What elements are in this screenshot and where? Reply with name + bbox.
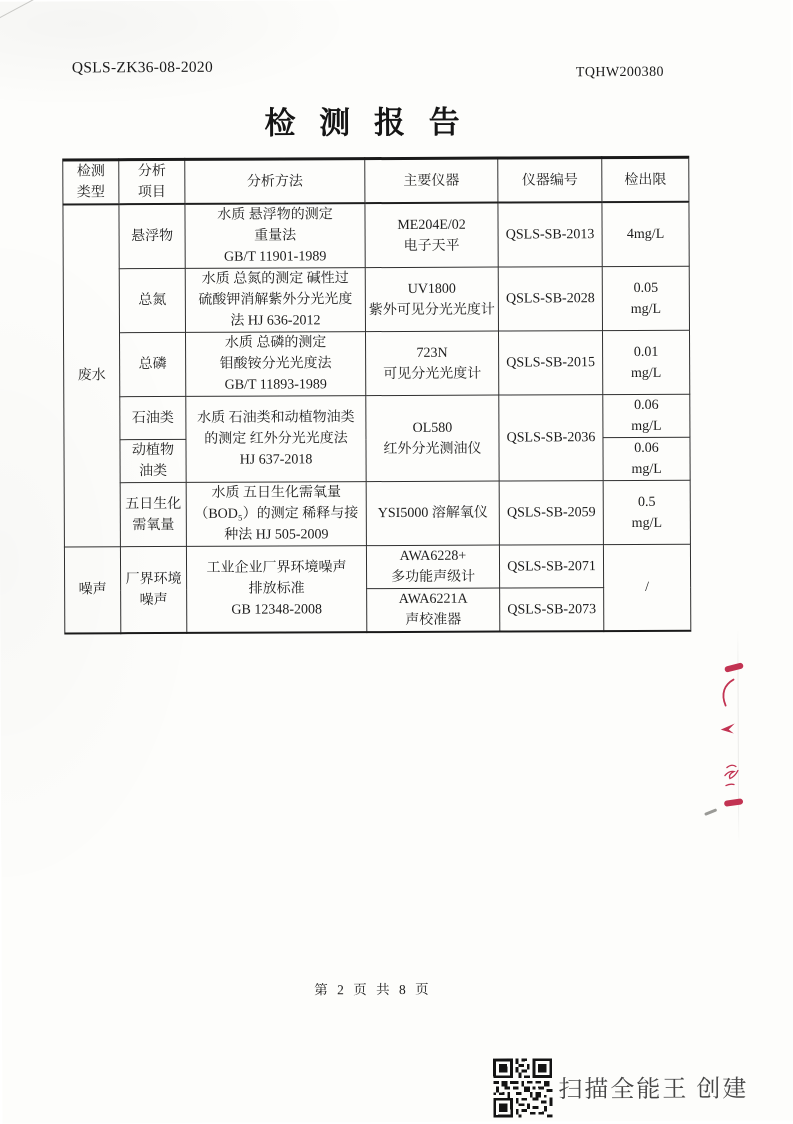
cell-item: 动植物 油类 bbox=[120, 439, 186, 482]
cell-item: 石油类 bbox=[120, 396, 186, 439]
cell-method: 水质 悬浮物的测定 重量法 GB/T 11901-1989 bbox=[185, 203, 365, 268]
table-row bbox=[63, 202, 689, 269]
scan-corner-artifact bbox=[0, 0, 41, 21]
cell-instrument: AWA6221A 声校准器 bbox=[367, 588, 500, 632]
col-header-code: 仪器编号 bbox=[498, 158, 602, 203]
cell-limit: / bbox=[603, 544, 690, 631]
cell-code: QSLS-SB-2013 bbox=[498, 202, 602, 267]
cell-method: 水质 石油类和动植物油类 的测定 红外分光光度法 HJ 637-2018 bbox=[186, 396, 366, 483]
table-row bbox=[64, 480, 690, 547]
red-stamp-mark bbox=[724, 662, 744, 672]
col-header-item: 分析 项目 bbox=[119, 159, 185, 204]
table-row bbox=[64, 544, 690, 590]
page-number: 第 2 页 共 8 页 bbox=[314, 981, 432, 998]
cell-code: QSLS-SB-2015 bbox=[498, 331, 602, 395]
cell-method: 水质 总磷的测定 钼酸铵分光光度法 GB/T 11893-1989 bbox=[186, 332, 366, 397]
cell-code: QSLS-SB-2071 bbox=[499, 545, 603, 588]
cell-limit: 0.5 mg/L bbox=[603, 480, 690, 544]
paper-edge-artifact bbox=[737, 629, 739, 844]
col-header-category: 检测 类型 bbox=[63, 160, 119, 205]
page-title: 检 测 报 告 bbox=[264, 104, 468, 141]
cell-limit: 0.05 mg/L bbox=[602, 266, 689, 330]
red-pen-scribble bbox=[721, 759, 743, 791]
cell-method: 水质 五日生化需氧量 （BOD₅）的测定 稀释与接 种法 HJ 505-2009 bbox=[186, 482, 366, 547]
cell-instrument: UV1800 紫外可见分光光度计 bbox=[365, 267, 498, 332]
cell-method: 水质 总氮的测定 碱性过 硫酸钾消解紫外分光光度 法 HJ 636-2012 bbox=[185, 268, 365, 333]
cell-category-noise: 噪声 bbox=[64, 547, 120, 634]
cell-item: 总氮 bbox=[119, 268, 185, 332]
pencil-mark bbox=[704, 808, 717, 815]
col-header-method: 分析方法 bbox=[185, 159, 365, 204]
cell-code: QSLS-SB-2059 bbox=[499, 481, 603, 545]
cell-item: 五日生化 需氧量 bbox=[120, 482, 186, 546]
table-row bbox=[64, 394, 690, 440]
table-header-row bbox=[63, 157, 689, 204]
cell-instrument: YSI5000 溶解氧仪 bbox=[366, 481, 499, 546]
cell-item: 厂界环境 噪声 bbox=[120, 546, 186, 633]
report-table bbox=[62, 156, 691, 635]
table-row bbox=[63, 266, 689, 333]
cell-instrument: AWA6228+ 多功能声级计 bbox=[366, 545, 499, 589]
report-number: TQHW200380 bbox=[575, 64, 664, 81]
red-stamp-mark bbox=[715, 678, 739, 708]
table-row bbox=[64, 330, 690, 397]
cell-item: 总磷 bbox=[120, 332, 186, 396]
cell-limit: 4mg/L bbox=[602, 202, 689, 267]
camscanner-watermark bbox=[491, 1057, 791, 1118]
cell-code: QSLS-SB-2028 bbox=[498, 267, 602, 331]
col-header-limit: 检出限 bbox=[602, 157, 689, 202]
cell-instrument: ME204E/02 电子天平 bbox=[365, 203, 498, 268]
qr-code-icon bbox=[491, 1058, 554, 1117]
cell-limit: 0.06 mg/L bbox=[603, 437, 690, 480]
cell-code: QSLS-SB-2036 bbox=[499, 395, 603, 481]
cell-code: QSLS-SB-2073 bbox=[500, 588, 604, 632]
cell-instrument: 723N 可见分光光度计 bbox=[365, 331, 498, 396]
document-code: QSLS-ZK36-08-2020 bbox=[71, 58, 214, 77]
cell-item: 悬浮物 bbox=[119, 204, 185, 269]
cell-instrument: OL580 红外分光测油仪 bbox=[366, 395, 499, 482]
col-header-instrument: 主要仪器 bbox=[365, 158, 498, 203]
camscanner-label: 扫描全能王 创建 bbox=[558, 1076, 749, 1104]
red-stamp-mark bbox=[724, 798, 744, 806]
cell-category-wastewater: 废水 bbox=[63, 204, 120, 547]
cell-limit: 0.06 mg/L bbox=[603, 394, 690, 437]
red-stamp-mark bbox=[719, 723, 737, 737]
cell-limit: 0.01 mg/L bbox=[602, 330, 689, 394]
cell-method: 工业企业厂界环境噪声 排放标准 GB 12348-2008 bbox=[186, 546, 366, 633]
